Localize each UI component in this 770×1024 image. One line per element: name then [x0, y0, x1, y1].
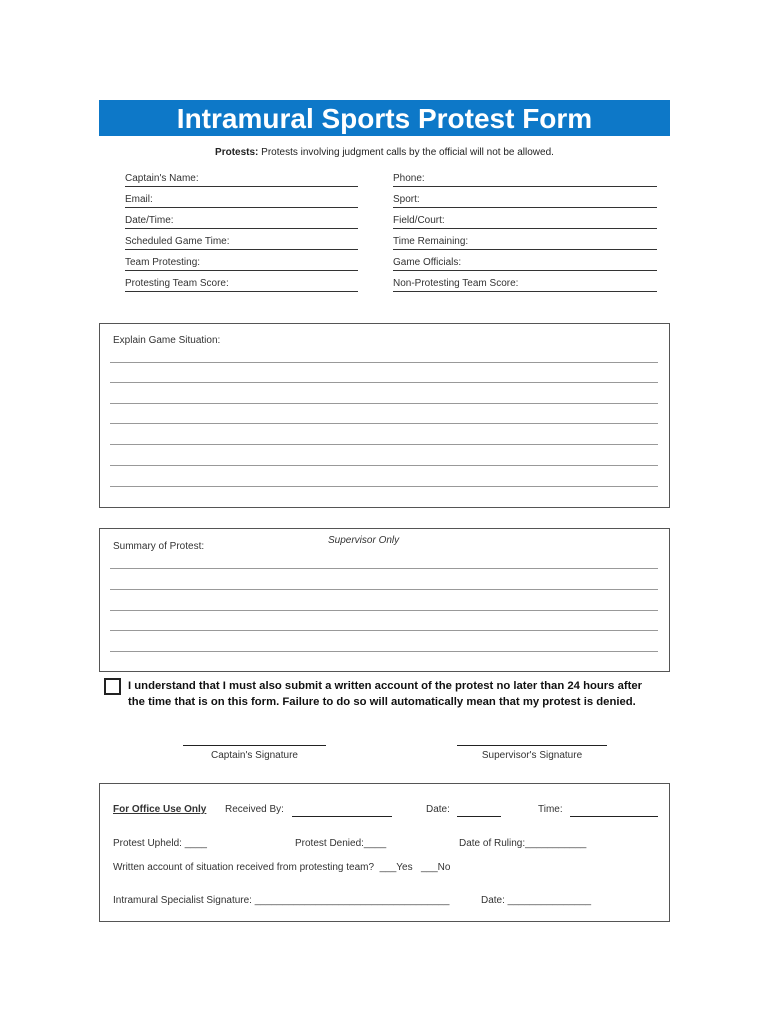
date-time-field[interactable]: Date/Time: — [125, 214, 358, 229]
notice-text: Protests involving judgment calls by the official will not be allowed. — [258, 147, 554, 158]
protest-notice — [99, 147, 670, 158]
supervisor-only-note: Supervisor Only — [328, 535, 400, 546]
writing-line — [110, 651, 658, 652]
phone-field[interactable]: Phone: — [393, 172, 657, 187]
office-use-heading: For Office Use Only — [113, 804, 207, 815]
protest-summary-label: Summary of Protest: — [113, 541, 205, 552]
captain-name-field[interactable]: Captain's Name: — [125, 172, 358, 187]
notice-label: Protests: — [215, 147, 259, 158]
writing-line — [110, 486, 658, 487]
date-of-ruling-field[interactable]: Date of Ruling:___________ — [459, 838, 587, 849]
writing-line — [110, 362, 658, 363]
team-protesting-field[interactable]: Team Protesting: — [125, 256, 358, 271]
written-account-question[interactable]: Written account of situation received from protesting team? ___Yes ___No — [113, 862, 451, 873]
scheduled-game-time-field[interactable]: Scheduled Game Time: — [125, 235, 358, 250]
acknowledgement-checkbox[interactable] — [104, 678, 121, 695]
writing-line — [110, 423, 658, 424]
office-time-label: Time: — [538, 804, 563, 815]
protest-upheld-field[interactable]: Protest Upheld: ____ — [113, 838, 207, 849]
specialist-signature-field[interactable]: Intramural Specialist Signature: ___________________________________ — [113, 895, 450, 906]
protest-denied-field[interactable]: Protest Denied:____ — [295, 838, 387, 849]
game-officials-field[interactable]: Game Officials: — [393, 256, 657, 271]
specialist-date-field[interactable]: Date: _______________ — [481, 895, 592, 906]
acknowledgement-text: I understand that I must also submit a written account of the protest no later than 24 hours after the time that is on this form. Failure to do so will automatically mean that my protest is denied. — [128, 680, 643, 708]
email-field[interactable]: Email: — [125, 193, 358, 208]
received-by-line[interactable] — [292, 816, 392, 817]
supervisor-signature-line[interactable] — [457, 745, 607, 746]
time-remaining-field[interactable]: Time Remaining: — [393, 235, 657, 250]
game-situation-label: Explain Game Situation: — [113, 335, 221, 346]
field-court-field[interactable]: Field/Court: — [393, 214, 657, 229]
game-situation-box[interactable] — [99, 323, 670, 508]
writing-line — [110, 403, 658, 404]
form-title: Intramural Sports Protest Form — [99, 100, 670, 136]
protesting-team-score-field[interactable]: Protesting Team Score: — [125, 277, 358, 292]
writing-line — [110, 382, 658, 383]
office-time-line[interactable] — [570, 816, 658, 817]
writing-line — [110, 610, 658, 611]
received-by-label: Received By: — [225, 804, 284, 815]
writing-line — [110, 444, 658, 445]
captain-signature-label: Captain's Signature — [211, 750, 298, 761]
writing-line — [110, 568, 658, 569]
writing-line — [110, 630, 658, 631]
non-protesting-team-score-field[interactable]: Non-Protesting Team Score: — [393, 277, 657, 292]
writing-line — [110, 589, 658, 590]
office-date-line[interactable] — [457, 816, 501, 817]
supervisor-signature-label: Supervisor's Signature — [481, 750, 583, 761]
captain-signature-line[interactable] — [183, 745, 326, 746]
writing-line — [110, 465, 658, 466]
office-date-label: Date: — [426, 804, 450, 815]
sport-field[interactable]: Sport: — [393, 193, 657, 208]
